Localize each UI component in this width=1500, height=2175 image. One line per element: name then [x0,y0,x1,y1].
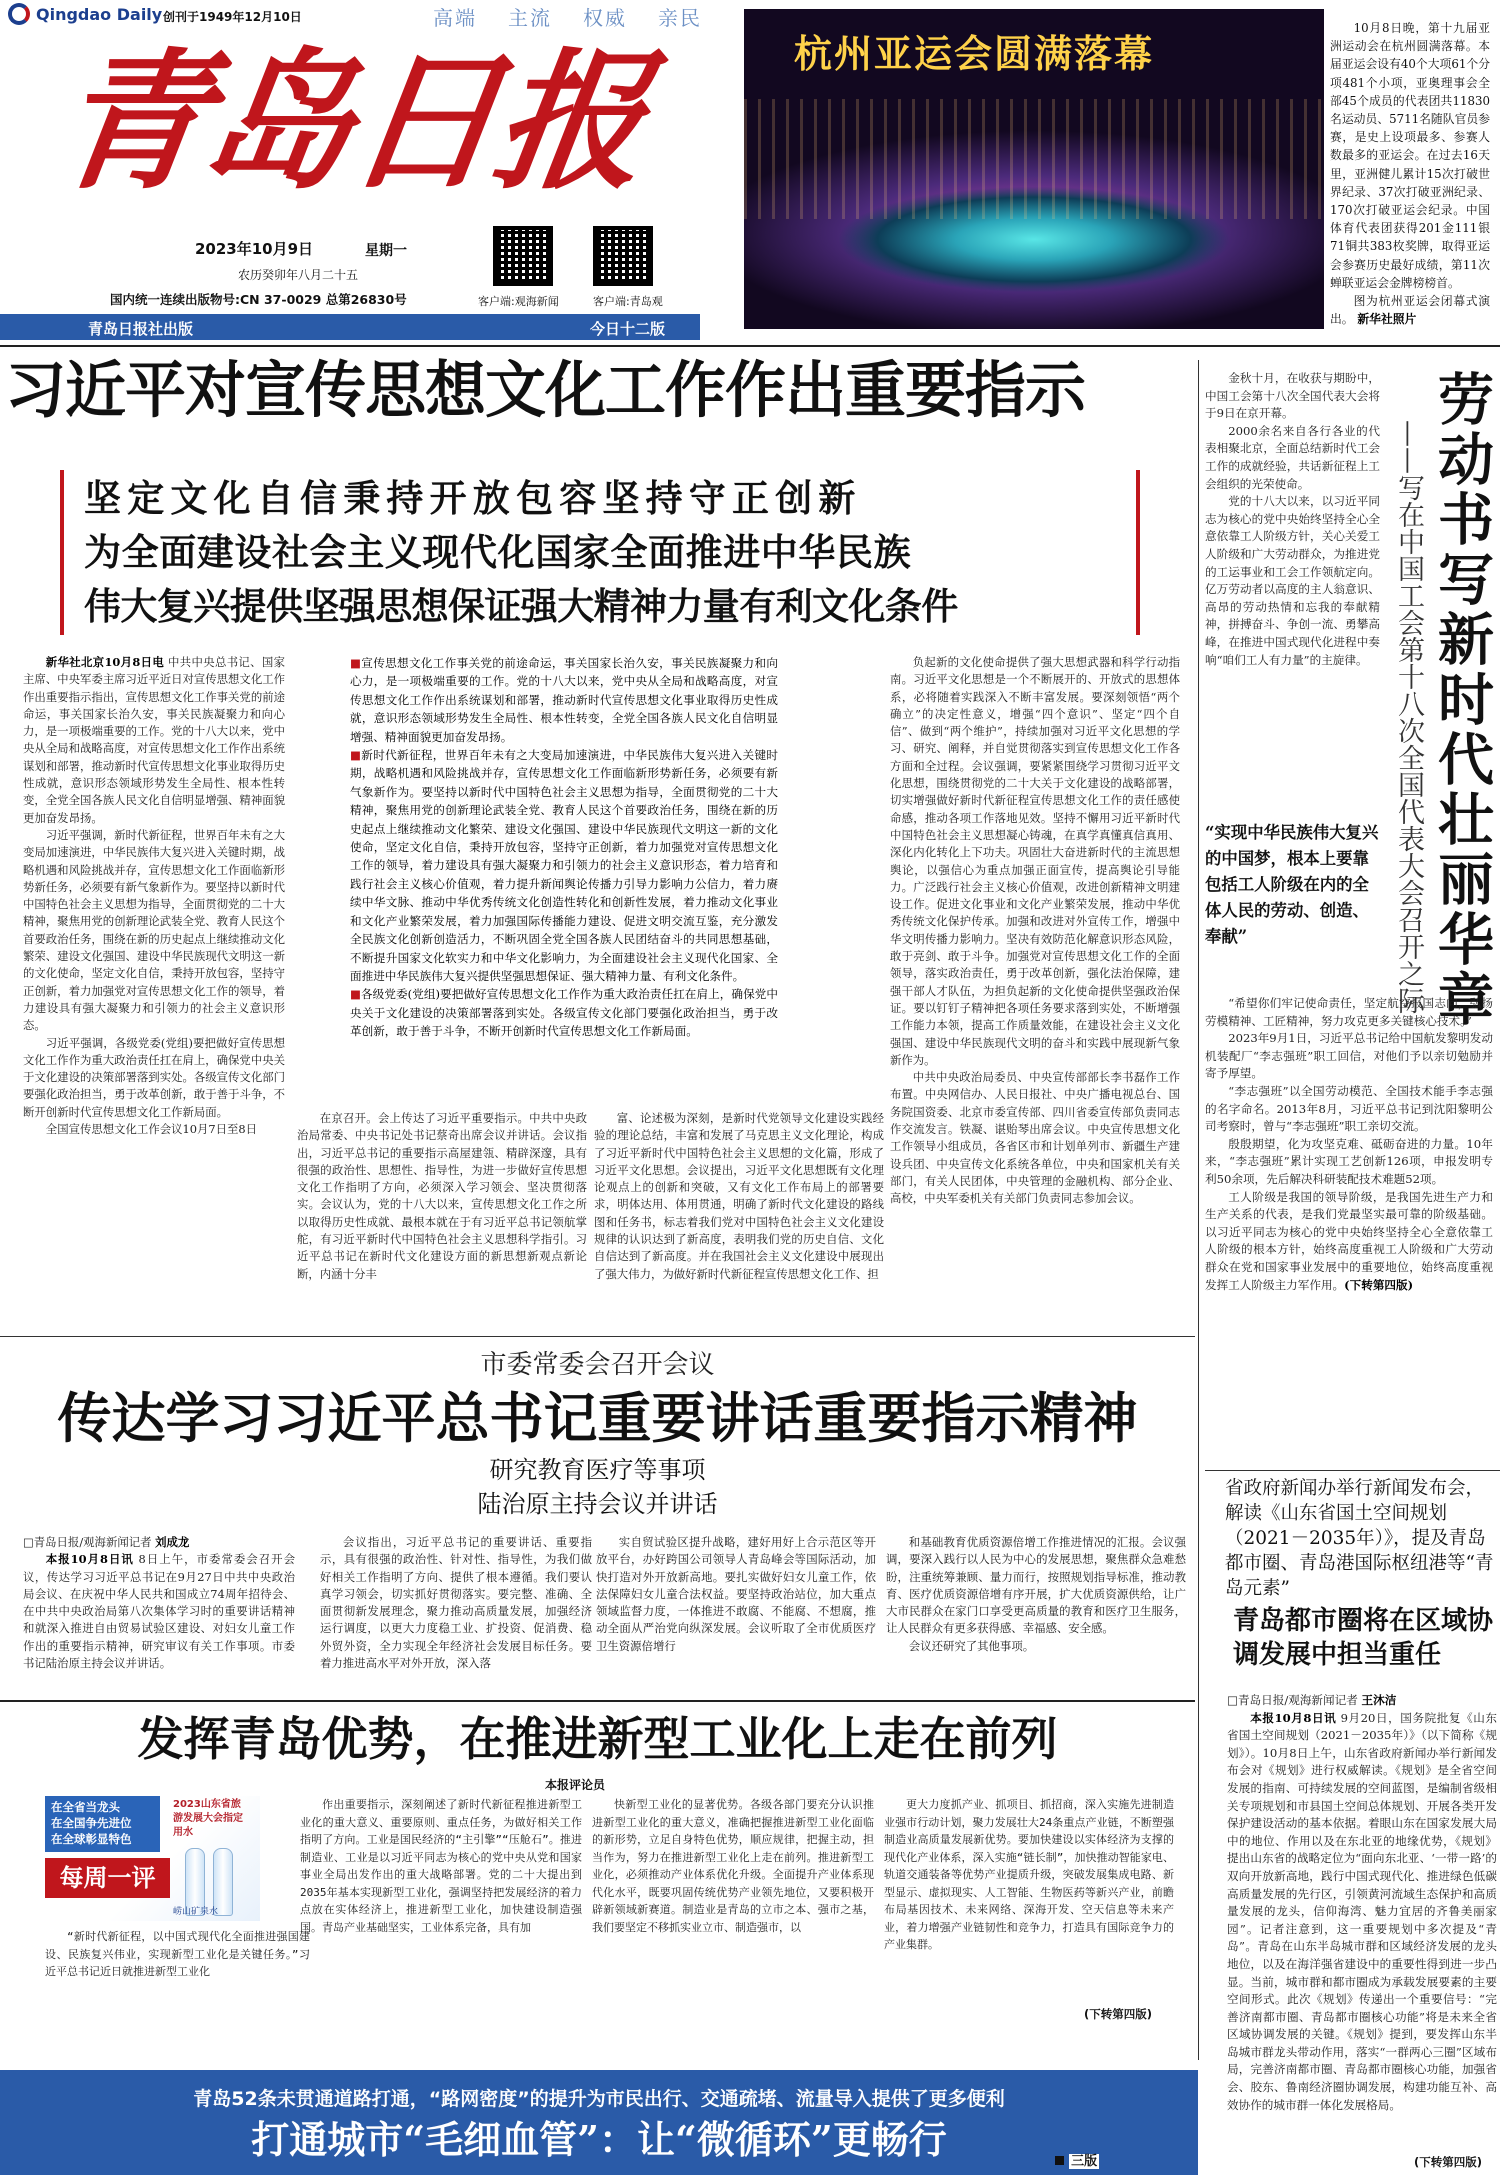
standing-column-2 [320,1534,592,1680]
ad-blue-panel [45,1796,160,1852]
lead-column-1 [23,654,285,1314]
planning-text: 9月20日，国务院批复《山东省国土空间规划（2021－2035年）》（以下简称《规划》）。10月8日上午，山东省政府新闻办举行新闻发布会对《规划》进行权威解读。《规划》是全省空间发展的指南、可持续发展的空间蓝图，是编制省级相关专项规划和市县国土空间总体规划、开展各类开发保护建设活动的基本依据。着眼山东在国家发展大局中的地位、作用以及在东北亚的地缘优势，《规划》提出山东省的战略定位为“面向东北亚、‘一带一路’的双向开放新高地，践行中国式现代化、推进绿色低碳高质量发展的先行区，引领黄河流域生态保护和高质量发展的龙头，信仰海湾、魅力宜居的齐鲁美丽家园”。记者注意到，这一重要规划中多次提及“青岛”。青岛在山东半岛城市群和区域经济发展的龙头地位，以及在海洋强省建设中的重要性得到进一步凸显。当前，城市群和都市圈成为承载发展要素的主要空间形式。此次《规划》传递出一个重要信号：“完善济南都市圈、青岛都市圈核心功能”将是未来全省区域协调发展的关键。《规划》提到，要发挥山东半岛城市群龙头带动作用，落实“一群两心三圈”区域布局，完善济南都市圈、青岛都市圈核心功能，加强省会、胶东、鲁南经济圈协调发展，构建功能互补、高效协作的城市群一体化发展格局。 [1227,1710,1497,2112]
standing-sub-2: 陆治原主持会议并讲话 [477,1490,718,1518]
lead-col4-text: 负起新的文化使命提供了强大思想武器和科学行动指南。习近平文化思想是一个不断展开的、开放式的思想体系，必将随着实践深入不断丰富发展。要深刻领悟“两个确立”的决定性意义，增强“四个意识”、坚定“四个自信”、做到“两个维护”，持续加强对习近平文化思想的学习、研究、阐释，并自觉贯彻落实到宣传思想文化工作各方面和全过程。会议强调，要紧紧围绕学习贯彻习近平文化思想，围绕贯彻党的二十大关于文化建设的战略部署，切实增强做好新时代新征程宣传思想文化工作的责任感使命感，推动各项工作落地见效。坚持不懈用习近平新时代中国特色社会主义思想凝心铸魂，在真学真懂真信真用、深化内化转化上下功夫。巩固壮大奋进新时代的主流思想舆论，以强信心为重点加强正面宣传，提高舆论引导能力。广泛践行社会主义核心价值观，改进创新精神文明建设工作。促进文化事业和文化产业繁荣发展，推动中华优秀传统文化保护传承。加强和改进对外宣传工作，增强中华文明传播力影响力。坚决有效防范化解意识形态风险，敢于亮剑、敢于斗争。加强党对宣传思想文化工作的全面领导，落实政治责任，勇于改革创新，强化法治保障，建强干部人才队伍，为担负起新的文化使命提供坚强政治保证。要以钉钉子精神把各项任务要求落到实处，不断增强工作能力本领，提高工作质量效能，在建设社会主义文化强国、建设中华民族现代文明的奋斗和实践中展现新气象新作为。 [890,655,1180,1067]
page-count: 今日十二版 [590,320,666,338]
labor-continued[interactable]: (下转第四版) [1344,1277,1414,1292]
qr-caption-guanhai: 客户端:观海新闻 [478,295,559,308]
labor-intro: 金秋十月，在收获与期盼中，中国工会第十八次全国代表大会将于9日在京开幕。 [1205,371,1380,421]
photo-credit: 新华社照片 [1357,312,1417,327]
labor-headline: 劳动书写新时代壮丽华章 [1429,370,1495,1030]
lead-col2-text: 在京召开。会上传达了习近平重要指示。中共中央政治局常委、中央书记处书记蔡奇出席会议并讲话。会议指出，习近平总书记的重要指示高屋建瓴、精辟深邃，具有很强的政治性、思想性、指导性，为进一步做好宣传思想文化工作指明了方向，必须深入学习领会、坚决贯彻落实。会议认为，党的十八大以来，宣传思想文化工作之所以取得历史性成就、最根本就在于有习近平总书记领航掌舵，有习近平新时代中国特色社会主义思想科学指引。习近平总书记在新时代文化建设方面的新思想新观点新论断，内涵十分丰 [297,1111,587,1281]
standing-col4b-text: 会议还研究了其他事项。 [908,1638,1035,1653]
labor-quote: “实现中华民族伟大复兴的中国梦，根本上要靠包括工人阶级在内的全体人民的劳动、创造、奉献” [1205,823,1379,946]
commentary-column-4 [884,1796,1174,2022]
lead-subhead-3: 伟大复兴提供坚强思想保证强大精神力量有利文化条件 [84,584,958,628]
lead-col3-text: 富、论述极为深刻，是新时代党领导文化建设实践经验的理论总结，丰富和发展了马克思主义文化理论，构成了习近平新时代中国特色社会主义思想的文化篇，形成了习近平文化思想。会议提出，习近平文化思想既有文化理论观点上的创新和突破，又有文化工作布局上的部署要求，明体达用、体用贯通，明确了新时代文化建设的路线图和任务书，标志着我们党对中国特色社会主义文化建设规律的认识达到了新高度，表明我们党的历史自信、文化自信达到了新高度。并在我国社会主义文化建设中展现出了强大伟力，为做好新时代新征程宣传思想文化工作、担 [594,1111,884,1281]
slogan-4: 亲民 [658,6,702,30]
lead-column-2 [297,1110,587,1330]
en-name: Qingdao Daily [36,5,163,24]
planning-body [1227,1692,1497,2172]
lead-column-3 [594,1110,884,1330]
labor-subhead: ——写在中国工会第十八次全国代表大会召开之际 [1393,420,1424,1014]
masthead [0,0,733,340]
right-column-divider [1198,360,1199,2060]
commentary-col2-text: 作出重要指示，深刻阐述了新时代新征程推进新型工业化的重大意义、重要原则、重点任务，为做好相关工作指明了方向。工业是国民经济的“主引擎”“压舱石”。推进制造业、工业是以习近平同志为核心的党中央从党和国家事业全局出发作出的重大战略部署。党的二十大提出到2035年基本实现新型工业化，强调坚持把发展经济的着力点放在实体经济上，推进新型工业化，加快建设制造强国。青岛产业基础坚实，工业体系完备，具有加 [300,1798,582,1934]
planning-story [1205,1474,1498,2174]
founded-date: 创刊于1949年12月10日 [163,10,302,24]
standing-sub-1: 研究教育医疗等事项 [489,1456,706,1484]
commentary-author: 本报评论员 [545,1778,606,1792]
planning-reporter: 王沐洁 [1361,1693,1397,1707]
top-divider [0,345,1500,347]
standing-kicker: 市委常委会召开会议 [480,1350,715,1380]
planning-kicker: 省政府新闻办举行新闻发布会，解读《山东省国土空间规划（2021－2035年）》，提及青岛都市圈、青岛港国际枢纽港等“青岛元素” [1225,1478,1494,1599]
lead-subhead-1: 坚定文化自信秉持开放包容坚持守正创新 [84,476,862,520]
qingdao-daily-logo-icon [8,3,30,25]
lead-quote-box [350,654,778,1069]
commentary-headline: 发挥青岛优势，在推进新型工业化上走在前列 [137,1712,1058,1766]
asian-games-photo-block [740,5,1495,335]
quote-bullet-icon: ■ [350,748,362,763]
standing-committee-story [0,1342,1195,1682]
publication-number: 国内统一连续出版物号:CN 37-0029 总第26830号 [110,292,407,307]
commentary-column-1 [45,1928,310,2023]
labor-text-4: 2023年9月1日，习近平总书记给中国航发黎明发动机装配厂“李志强班”职工回信，对他们予以亲切勉励并寄予厚望。 [1205,1031,1493,1081]
lead-col4b-text: 中共中央政治局委员、中央宣传部部长李书磊作工作布置。中央网信办、人民日报社、中央广播电视总台、国务院国资委、北京市委宣传部、四川省委宣传部负责同志作交流发言。铁凝、谌贻琴出席会议。中央宣传思想文化工作领导小组成员，各省区市和计划单列市、新疆生产建设兵团、中央宣传文化系统各单位，中央和国家机关有关部门，有关人民团体，中央管理的金融机构、部分企业、高校，中央军委机关有关部门负责同志参加会议。 [890,1070,1180,1206]
commentary-story [0,1708,1195,2028]
standing-col3-text: 实自贸试验区提升战略，建好用好上合示范区等开放平台，办好跨国公司领导人青岛峰会等国际活动，加快打造对外开放新高地。要扎实做好妇女儿童工作，依法保障妇女儿童合法权益。要坚持政治站位，加大重点领域监督力度，一体推进不敢腐、不能腐、不想腐，推动全面从严治党向纵深发展。会议听取了全市优质医疗卫生资源倍增行 [596,1535,876,1653]
qr-code-guanhai[interactable] [493,226,553,286]
weekly-review-ad[interactable] [45,1796,260,1921]
standing-dateline: 本报10月8日讯 [45,1552,134,1567]
planning-dateline: 本报10月8日讯 [1250,1710,1337,1725]
standing-col1-text: 8日上午，市委常委会召开会议，传达学习习近平总书记在9月27日中共中央政治局会议、在庆祝中华人民共和国成立74周年招待会、在中共中央政治局第八次集体学习时的重要讲话精神和就深入推进自由贸易试验区建设、对妇女儿童工作作出的重要指示精神，研究审议有关工作事项。市委书记陆治原主持会议并讲话。 [23,1552,295,1671]
footer-page-ref [1055,2150,1099,2169]
lunar-date: 农历癸卯年八月二十五 [238,268,359,282]
slogan-3: 权威 [583,6,627,30]
standing-column-4 [886,1534,1186,1680]
lead-col1c-text: 习近平强调，各级党委(党组)要把做好宣传思想文化工作作为重大政治责任扛在肩上，确保党中央关于文化建设的决策部署落到实处。各级宣传文化部门要强化政治担当，勇于改革创新，敢于善于斗争，不断开创新时代宣传思想文化工作新局面。 [23,1035,285,1119]
photo-headline-banner [754,17,1174,75]
publisher: 青岛日报社出版 [88,320,194,338]
lead-column-4 [890,654,1180,1330]
commentary-col3-text: 快新型工业化的显著优势。各级各部门要充分认识推进新型工业化的重大意义，准确把握推进新型工业化面临的新形势，立足自身特色优势，顺应规律，把握主动，担当作为，努力在推进新型工业化上走在前列。推进新型工业化，必须推动产业体系优化升级。全面提升产业体系现代化水平，既要巩固传统优势产业领先地位，又要积极开辟新领域新赛道。制造业是青岛的立市之本、强市之基，我们要坚定不移抓实业立市、制造强市，以 [592,1798,874,1934]
quote-bullet-icon: ■ [350,656,362,670]
footer-teaser: 青岛52条未贯通道路打通，“路网密度”的提升为市民出行、交通疏堵、流量导入提供了更多便利 [193,2088,1005,2110]
lead-col1d-text: 全国宣传思想文化工作会议10月7日至8日 [45,1122,258,1137]
stadium-lights-decoration [744,99,1324,219]
photo-caption-text: 10月8日晚，第十九届亚洲运动会在杭州圆满落幕。本届亚运会设有40个大项61个分项481个小项，亚奥理事会全部45个成员的代表团共11830名运动员、5711名随队官员参赛，是史上设项最多、参赛人数最多的亚运会。在过去16天里，亚洲健儿累计15次打破世界纪录、37次打破亚洲纪录、170次打破亚运会纪录。中国体育代表团获得201金111银71铜共383枚奖牌，取得亚运会参赛历史最好成绩，第11次蝉联亚运会金牌榜榜首。 [1330,21,1490,290]
photo-caption [1330,19,1490,329]
lead-quote-3: 各级党委(党组)要把做好宣传思想文化工作作为重大政治责任扛在肩上，确保党中央关于文化建设的决策部署落到实处。各级宣传文化部门要强化政治担当，勇于改革创新，敢于善于斗争，不断开创新时代宣传思想文化工作新局面。 [350,987,778,1039]
labor-text-7: 工人阶级是我国的领导阶级，是我国先进生产力和生产关系的代表，是我们党最坚实最可靠的阶级基础。以习近平同志为核心的党中央始终坚持全心全意依靠工人阶级的根本方针，始终高度重视工人阶级和广大劳动群众在党和国家事业发展中的重要地位，始终高度重视发挥工人阶级主力军作用。 [1205,1189,1493,1292]
issue-date: 2023年10月9日 [195,240,314,258]
ad-line-1: 在全省当龙头 [51,1800,120,1814]
ad-line-2: 在全国争先进位 [51,1816,132,1830]
labor-text-3: “希望你们牢记使命责任，坚定航空报国志向，弘扬劳模精神、工匠精神，努力攻克更多关键核心技术。” [1205,996,1493,1028]
commentary-col1-text: “新时代新征程，以中国式现代化全面推进强国建设、民族复兴伟业，实现新型工业化是关键任务。”习近平总书记近日就推进新型工业化 [45,1930,310,1978]
lead-headline: 习近平对宣传思想文化工作作出重要指示 [5,355,1086,426]
photo-caption-note: 图为杭州亚运会闭幕式演出。 [1330,294,1490,327]
footer-headline: 打通城市“毛细血管”：让“微循环”更畅行 [251,2117,947,2162]
labor-text-6: 殷殷期望，化为攻坚克难、砥砺奋进的力量。10年来，“李志强班”累计实现工艺创新126项，申报发明专利50余项，先后解决科研装配技术难题52项。 [1205,1136,1493,1186]
labor-bottom-rule [1205,1470,1500,1471]
labor-text-1: 2000余名来自各行各业的代表相聚北京，全面总结新时代工会工作的成就经验，共话新征程上工会组织的光荣使命。 [1205,423,1380,491]
standing-col2-text: 会议指出，习近平总书记的重要讲话、重要指示，具有很强的政治性、针对性、指导性，为我们做好相关工作指明了方向、提供了根本遵循。我们要认真学习领会，切实抓好贯彻落实。要完整、准确、全面贯彻新发展理念，聚力推动高质量发展，加强经济运行调度，以更大力度稳工业、扩投资、促消费、稳外贸外资，全力实现全年经济社会发展目标任务。要着力推进高水平对外开放，深入落 [320,1535,592,1671]
commentary-col4-text: 更大力度抓产业、抓项目、抓招商，深入实施先进制造业强市行动计划，聚力发展壮大24条重点产业链，不断塑强制造业高质量发展新优势。要加快建设以实体经济为支撑的现代化产业体系，深入实施“链长制”，加快推动智能家电、轨道交通装备等优势产业提质升级，突破发展集成电路、新型显示、虚拟现实、人工智能、生物医药等新兴产业，前瞻布局基因技术、未来网络、深海开发、空天信息等未来产业，着力增强产业链韧性和竞争力，打造具有国际竞争力的产业集群。 [884,1798,1174,1951]
commentary-column-2 [300,1796,582,2022]
lead-quote-2: 新时代新征程，世界百年未有之大变局加速演进，中华民族伟大复兴进入关键时期，战略机遇和风险挑战并存，宣传思想文化工作面临新形势新任务，必须要有新气象新作为。要坚持以新时代中国特色社会主义思想为指导，全面贯彻党的二十大精神，聚焦用党的创新理论武装全党、教育人民这个首要政治任务，围绕在新的历史起点上继续推动文化繁荣、建设文化强国、建设中华民族现代文明这一新的文化使命，坚定文化自信，秉持开放包容，坚持守正创新，着力加强党对宣传思想文化工作的领导，着力建设具有强大凝聚力和引领力的社会主义意识形态，着力培育和践行社会主义核心价值观，着力提升新闻舆论传播力引导力影响力公信力，着力赓续中华文脉、推动中华优秀传统文化创造性转化和创新性发展，着力推动文化事业和文化产业繁荣发展，着力加强国际传播能力建设、促进文明交流互鉴，充分激发全民族文化创新创造活力，不断巩固全党全国各族人民团结奋斗的共同思想基础，不断提升国家文化软实力和中华文化影响力，为全面建设社会主义现代化国家、全面推进中华民族伟大复兴提供坚强思想保证、强大精神力量、有利文化条件。 [350,748,778,983]
commentary-column-3 [592,1796,874,2022]
standing-col4-text: 和基础教育优质资源倍增工作推进情况的汇报。会议强调，要深入践行以人民为中心的发展思想，聚焦群众急难愁盼，注重统筹兼顾、量力而行，按照规划指导标准，推动教育、医疗优质资源倍增有序开展，扩大优质资源供给，让广大市民群众在家门口享受更高质量的教育和医疗卫生服务，让人民群众有更多获得感、幸福感、安全感。 [886,1535,1186,1636]
ad-sponsor-text: 2023山东省旅游发展大会指定用水 [173,1799,243,1838]
page-ref-square-icon [1055,2156,1064,2165]
ad-brand: 崂山矿泉水 [173,1907,219,1917]
standing-reporter: 刘成龙 [155,1535,190,1549]
standing-headline: 传达学习习近平总书记重要讲话重要指示精神 [57,1386,1138,1450]
lead-subheads [60,470,1140,635]
lead-col1b-text: 习近平强调，新时代新征程，世界百年未有之大变局加速演进，中华民族伟大复兴进入关键时期，战略机遇和风险挑战并存，宣传思想文化工作面临新形势新任务，必须要有新气象新作为。要坚持以新时代中国特色社会主义思想为指导，全面贯彻党的二十大精神，聚焦用党的创新理论武装全党、教育人民这个首要政治任务，围绕在新的历史起点上继续推动文化繁荣、建设文化强国、建设中华民族现代文明这一新的文化使命，坚定文化自信，秉持开放包容，坚持守正创新，着力加强党对宣传思想文化工作的领导，着力建设具有强大凝聚力和引领力的社会主义意识形态。 [23,827,285,1033]
slogan-2: 主流 [508,6,552,30]
masthead-top-bar [8,2,728,28]
weekday: 星期一 [365,243,407,259]
commentary-continued[interactable]: (下转第四版) [1080,2006,1152,2022]
lead-quote-1: 宣传思想文化工作事关党的前途命运，事关国家长治久安，事关民族凝聚力和向心力，是一项极端重要的工作。党的十八大以来，党中央从全局和战略高度，对宣传思想文化工作作出系统谋划和部署，推动新时代宣传思想文化事业取得历史性成就，意识形态领域形势发生全局性、根本性转变，全党全国各族人民文化自信明显增强、精神面貌更加奋发昂扬。 [350,656,778,744]
slogan-1: 高端 [433,6,477,30]
footer-page-ref-text: 三版 [1071,2154,1098,2169]
labor-text-top [1205,370,1380,810]
closing-ceremony-photo[interactable] [744,9,1324,329]
newspaper-title: 青岛日报 [45,34,655,210]
photo-headline: 杭州亚运会圆满落幕 [794,31,1155,76]
qr-caption-qingdaoguan: 客户端:青岛观 [593,295,663,308]
standing-column-1 [23,1534,295,1680]
standing-byline: □青岛日报/观海新闻记者 [23,1535,152,1549]
planning-headline: 青岛都市圈将在区域协调发展中担当重任 [1233,1606,1494,1670]
footer-banner[interactable] [0,2070,1198,2175]
ad-title: 每周一评 [45,1858,170,1898]
planning-continued[interactable]: (下转第四版) [1410,2154,1482,2170]
planning-byline: □青岛日报/观海新闻记者 [1227,1693,1358,1707]
lead-subhead-2: 为全面建设社会主义现代化国家全面推进中华民族 [84,530,912,574]
standing-column-3 [596,1534,876,1680]
ad-line-3: 在全球彰显特色 [51,1832,132,1846]
quote-bullet-icon: ■ [350,987,362,1002]
labor-text-2: 党的十八大以来，以习近平同志为核心的党中央始终坚持全心全意依靠工人阶级方针，关心关爱工人阶级和广大劳动群众，为推进党的工运事业和工会工作领航定向。亿万劳动者以高度的主人翁意识、高昂的劳动热情和忘我的奉献精神，拼搏奋斗、争创一流、勇攀高峰，在推进中国式现代化进程中奏响“咱们工人有力量”的主旋律。 [1205,494,1380,667]
lead-col1-text: 中共中央总书记、国家主席、中央军委主席习近平近日对宣传思想文化工作作出重要指示指出，宣传思想文化工作事关党的前途命运，事关国家长治久安，事关民族凝聚力和向心力，是一项极端重要的工作。党的十八大以来，党中央从全局和战略高度，对宣传思想文化工作作出系统谋划和部署，推动新时代宣传思想文化事业取得历史性成就，意识形态领域形势发生全局性、根本性转变，全党全国各族人民文化自信明显增强、精神面貌更加奋发昂扬。 [23,655,285,825]
standing-bottom-rule [0,1700,1195,1702]
labor-feature [1205,360,1498,1468]
lead-dateline: 新华社北京10月8日电 [45,655,165,669]
qr-code-qingdaoguan[interactable] [593,226,653,286]
masthead-blue-bar [0,314,700,340]
labor-text-5: “李志强班”以全国劳动模范、全国技术能手李志强的名字命名。2013年8月，习近平总书记到沈阳黎明公司考察时，曾与“李志强班”职工亲切交流。 [1205,1083,1493,1134]
labor-text-bottom [1205,995,1493,1460]
lead-bottom-rule [0,1336,1195,1337]
